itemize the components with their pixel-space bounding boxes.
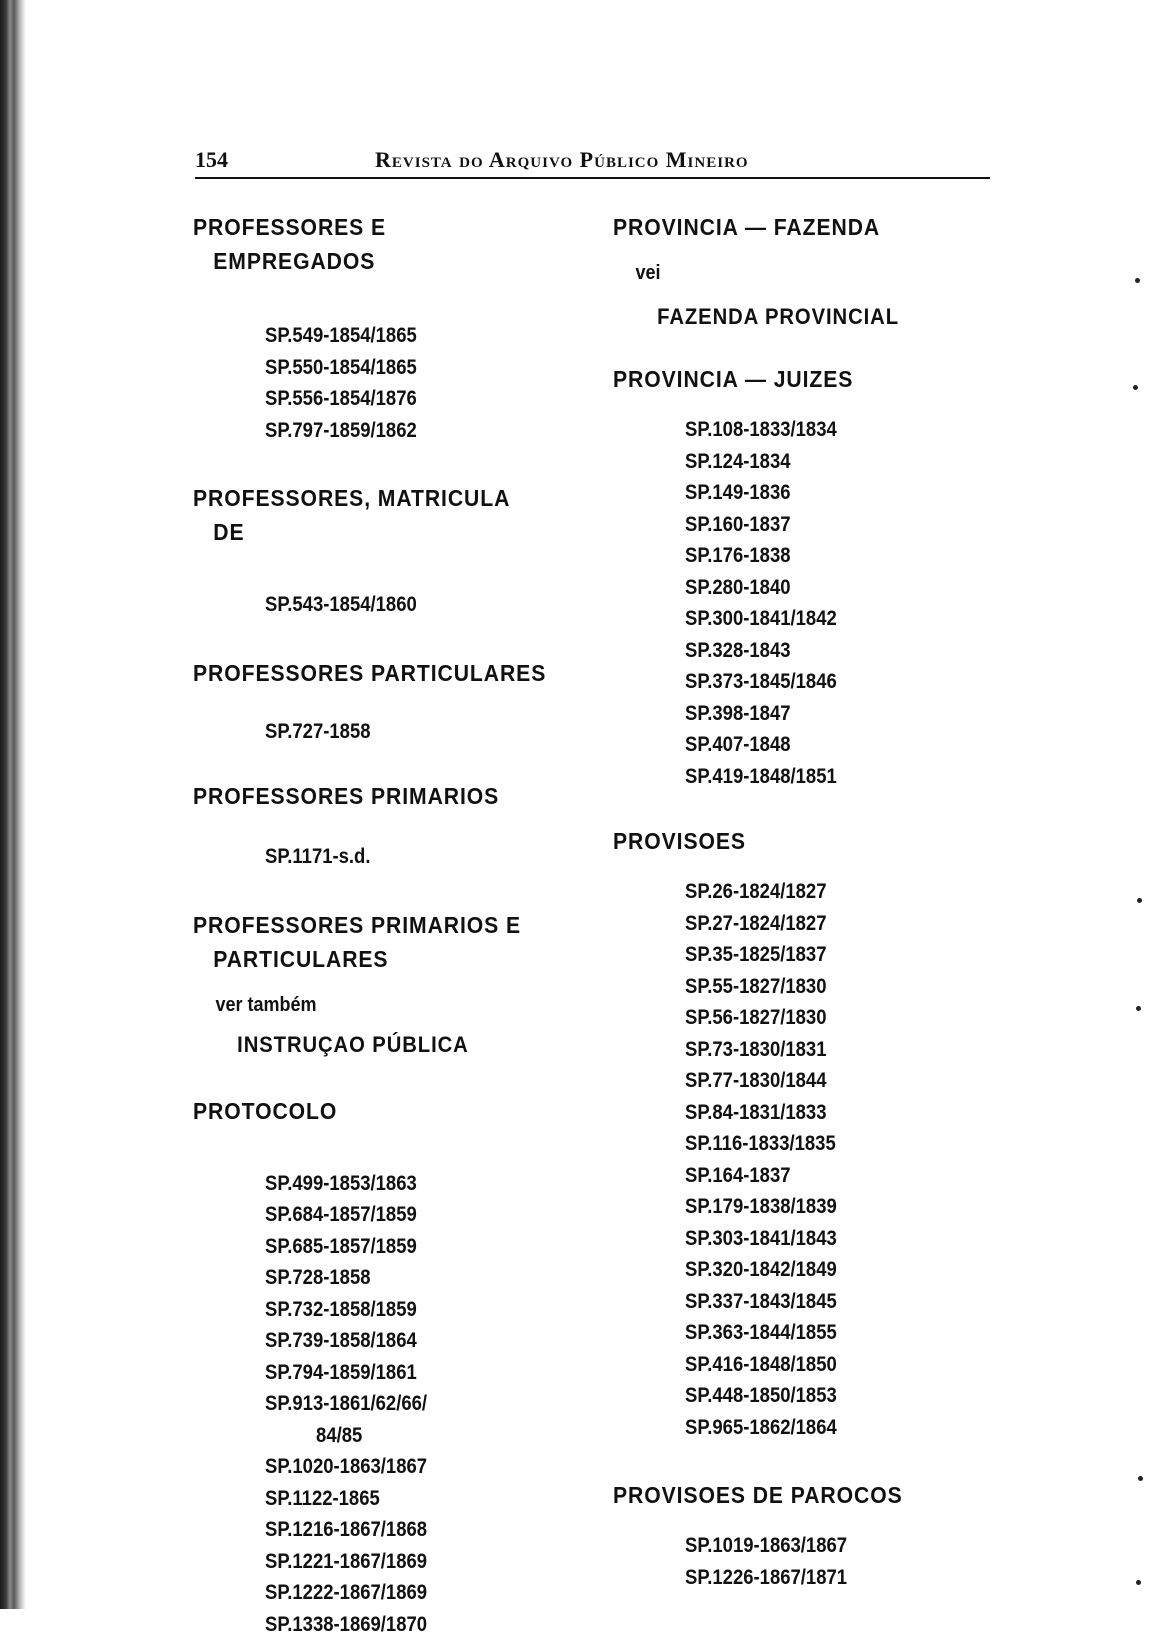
reference-item: SP.84-1831/1833	[685, 1097, 974, 1129]
see-also-label: ver também	[193, 990, 553, 1020]
index-column-left	[193, 210, 593, 1640]
reference-list	[613, 1530, 1013, 1593]
index-entry-professores-particulares	[193, 656, 593, 748]
reference-item: SP.26-1824/1827	[685, 876, 974, 908]
entry-heading: PROFESSORES PRIMARIOS	[193, 779, 561, 813]
reference-item: SP.1338-1869/1870	[265, 1609, 554, 1640]
reference-item: SP.419-1848/1851	[685, 761, 974, 793]
reference-item: SP.303-1841/1843	[685, 1223, 974, 1255]
reference-item: SP.149-1836	[685, 477, 974, 509]
reference-item: SP.1222-1867/1869	[265, 1577, 554, 1609]
reference-item: SP.684-1857/1859	[265, 1199, 554, 1231]
running-title: Revista do Arquivo Público Mineiro	[375, 147, 749, 173]
reference-item: SP.685-1857/1859	[265, 1231, 554, 1263]
scan-speck	[1136, 1006, 1141, 1011]
index-entry-professores-primarios-particulares	[193, 908, 593, 1062]
index-entry-provincia-fazenda	[613, 210, 1013, 334]
reference-item: SP.797-1859/1862	[265, 415, 554, 447]
reference-item: SP.176-1838	[685, 540, 974, 572]
reference-item: SP.328-1843	[685, 635, 974, 667]
reference-list	[613, 414, 1013, 792]
reference-item: SP.556-1854/1876	[265, 383, 554, 415]
index-entry-protocolo	[193, 1094, 593, 1640]
index-column-right	[613, 210, 1013, 1593]
scan-speck	[1136, 1580, 1141, 1585]
reference-item-continuation: 84/85	[265, 1420, 554, 1452]
reference-item: SP.337-1843/1845	[685, 1286, 974, 1318]
reference-item: SP.965-1862/1864	[685, 1412, 974, 1444]
see-target: FAZENDA PROVINCIAL	[613, 300, 981, 334]
entry-heading: PROFESSORES PARTICULARES	[193, 656, 561, 690]
reference-item: SP.179-1838/1839	[685, 1191, 974, 1223]
entry-heading: PROVISOES DE PAROCOS	[613, 1478, 981, 1512]
reference-item: SP.1171-s.d.	[265, 841, 554, 873]
reference-item: SP.55-1827/1830	[685, 971, 974, 1003]
reference-item: SP.373-1845/1846	[685, 666, 974, 698]
reference-item: SP.363-1844/1855	[685, 1317, 974, 1349]
reference-item: SP.732-1858/1859	[265, 1294, 554, 1326]
reference-item: SP.116-1833/1835	[685, 1128, 974, 1160]
reference-list	[613, 876, 1013, 1443]
reference-item: SP.280-1840	[685, 572, 974, 604]
reference-item: SP.416-1848/1850	[685, 1349, 974, 1381]
index-entry-provisoes-de-parocos	[613, 1478, 1013, 1593]
entry-heading: PROFESSORES E EMPREGADOS	[193, 210, 561, 278]
reference-item: SP.739-1858/1864	[265, 1325, 554, 1357]
see-also-target: INSTRUÇAO PÚBLICA	[193, 1028, 561, 1062]
scan-speck	[1137, 898, 1142, 903]
reference-item: SP.124-1834	[685, 446, 974, 478]
reference-item: SP.550-1854/1865	[265, 352, 554, 384]
reference-item: SP.164-1837	[685, 1160, 974, 1192]
page-header	[195, 143, 990, 179]
reference-item: SP.543-1854/1860	[265, 589, 554, 621]
index-entry-professores-empregados	[193, 210, 593, 446]
reference-item: SP.300-1841/1842	[685, 603, 974, 635]
see-label: vei	[613, 258, 973, 288]
reference-item: SP.108-1833/1834	[685, 414, 974, 446]
index-entry-provisoes	[613, 824, 1013, 1443]
scan-speck	[1138, 1476, 1143, 1481]
scan-speck	[1135, 278, 1140, 283]
entry-heading: PROFESSORES PRIMARIOS E PARTICULARES	[193, 908, 561, 976]
scan-speck	[1133, 385, 1138, 390]
entry-heading: PROVISOES	[613, 824, 981, 858]
reference-item: SP.1216-1867/1868	[265, 1514, 554, 1546]
reference-item: SP.1221-1867/1869	[265, 1546, 554, 1578]
reference-item: SP.499-1853/1863	[265, 1168, 554, 1200]
reference-item: SP.913-1861/62/66/	[265, 1388, 554, 1420]
reference-item: SP.794-1859/1861	[265, 1357, 554, 1389]
reference-item: SP.27-1824/1827	[685, 908, 974, 940]
reference-list	[193, 1168, 593, 1640]
reference-item: SP.407-1848	[685, 729, 974, 761]
book-spine-shadow	[0, 0, 26, 1609]
reference-item: SP.398-1847	[685, 698, 974, 730]
index-entry-provincia-juizes	[613, 362, 1013, 792]
reference-list	[193, 589, 593, 621]
reference-item: SP.728-1858	[265, 1262, 554, 1294]
entry-heading: PROFESSORES, MATRICULA DE	[193, 481, 561, 549]
page-number: 154	[195, 147, 228, 173]
reference-item: SP.160-1837	[685, 509, 974, 541]
entry-heading: PROTOCOLO	[193, 1094, 561, 1128]
reference-item: SP.35-1825/1837	[685, 939, 974, 971]
reference-item: SP.1226-1867/1871	[685, 1562, 974, 1594]
reference-item: SP.448-1850/1853	[685, 1380, 974, 1412]
index-entry-professores-primarios	[193, 779, 593, 873]
reference-item: SP.56-1827/1830	[685, 1002, 974, 1034]
reference-item: SP.549-1854/1865	[265, 320, 554, 352]
reference-list	[193, 841, 593, 873]
reference-item: SP.1122-1865	[265, 1483, 554, 1515]
reference-list	[193, 320, 593, 446]
reference-item: SP.320-1842/1849	[685, 1254, 974, 1286]
reference-list	[193, 716, 593, 748]
reference-item: SP.727-1858	[265, 716, 554, 748]
reference-item: SP.1019-1863/1867	[685, 1530, 974, 1562]
reference-item: SP.1020-1863/1867	[265, 1451, 554, 1483]
index-entry-professores-matricula	[193, 481, 593, 621]
reference-item: SP.77-1830/1844	[685, 1065, 974, 1097]
entry-heading: PROVINCIA — FAZENDA	[613, 210, 981, 244]
entry-heading: PROVINCIA — JUIZES	[613, 362, 981, 396]
reference-item: SP.73-1830/1831	[685, 1034, 974, 1066]
